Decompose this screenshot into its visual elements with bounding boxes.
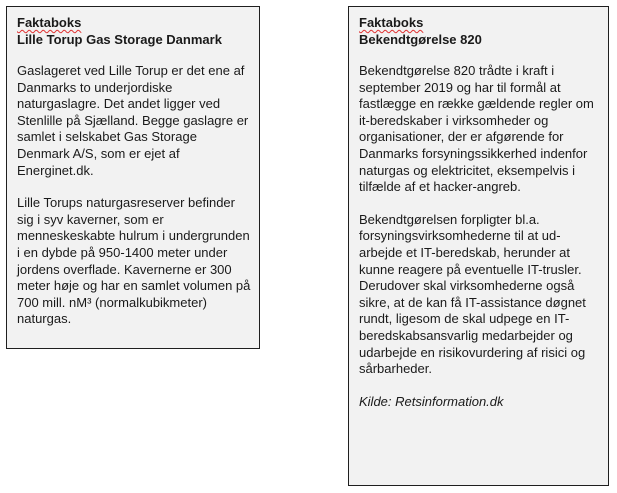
factbox-lille-torup xyxy=(6,6,260,349)
factbox-paragraph: Gaslageret ved Lille Torup er det ene af Danmarks to underjordiske naturgaslagre. Det andet ligger ved Stenlille på Sjælland. Begge gaslagre er samlet i selskabet Gas Storage Denmark A/S, som er ejet af Energinet.dk. xyxy=(17,63,249,178)
factbox-paragraph: Lille Torups naturgasreserver befinder sig i syv kaverner, som er menneskeskabte hulrum i undergrunden i en dybde på 950-1400 meter under jordens overflade. Kavernerne er 300 meter høje og har en samlet volumen på 700 mill. nM³ (normalkubikmeter) naturgas. xyxy=(17,195,251,327)
factbox-title: Lille Torup Gas Storage Danmark xyxy=(17,32,222,47)
factbox-label: Faktaboks xyxy=(359,15,424,30)
factbox-source: Kilde: Retsinformation.dk xyxy=(359,393,504,409)
factbox-bekendtgoerelse-820 xyxy=(348,6,609,486)
factbox-paragraph: Bekendtgørelse 820 trådte i kraft i september 2019 og har til formål at fastlægge en række gældende regler om it-beredskaber i virksomheder og organisationer, der er afgørende for Danmarks forsyningssikkerhed indenfor naturgas og elektricitet, eksempelvis i tilfælde af et hacker-angreb. xyxy=(359,63,594,195)
factbox-label: Faktaboks xyxy=(17,15,82,30)
factbox-paragraph: Bekendtgørelsen forpligter bl.a. forsyningsvirksomhederne til at ud- arbejde et IT-beredskab, herunder at kunne reagere på eventuelle IT-trusler. Derudover skal virksomhederne også sikre, at de kan få IT-assistance døgnet rundt, ligesom de skal udpege en IT-beredskabsansvarlig medarbejder og udarbejde en risikovurdering af risici og sårbarheder. xyxy=(359,211,586,377)
factbox-title: Bekendtgørelse 820 xyxy=(359,32,482,47)
